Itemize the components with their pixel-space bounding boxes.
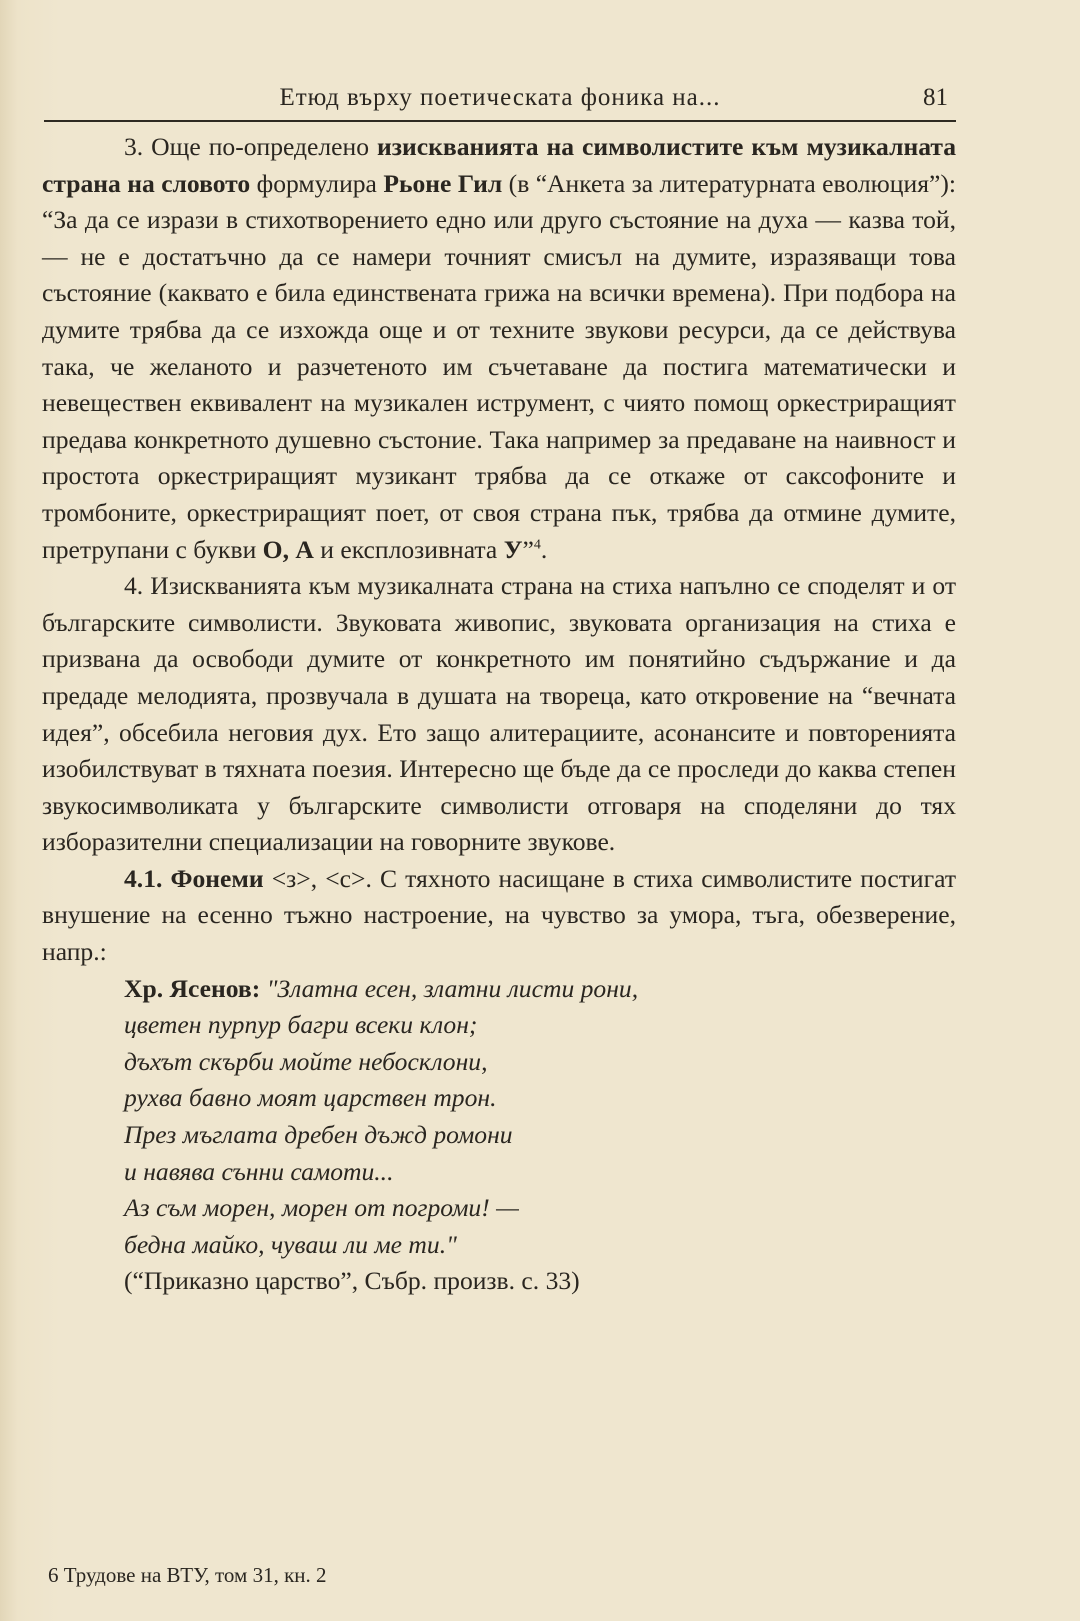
verse-author: Хр. Ясенов: xyxy=(124,973,267,1003)
section-heading-4-1: 4.1. Фонеми xyxy=(124,863,264,893)
paragraph-3 xyxy=(42,129,956,568)
verse-line: цветен пурпур багри всеки клон; xyxy=(124,1010,478,1040)
verse-line: бедна майко, чуваш ли ме ти." xyxy=(124,1229,457,1259)
verse-quote xyxy=(42,971,956,1300)
verse-line xyxy=(124,971,956,1008)
verse-line-text: "Златна есен, златни листи рони, xyxy=(266,973,639,1003)
paragraph-4: 4. Изискванията към музикалната страна на стиха напълно се споделят и от българските символисти. Звуковата живопис, звуковата организация на стиха е призвана да освободи думите от конкретното им понятийно съдържание и да предаде мелодията, прозвучала в душата на твореца, като откровение на “вечната идея”, обсебила неговия дух. Ето защо алитерациите, асонансите и повторенията изобилствуват в тяхната поезия. Интересно ще бъде да се проследи до каква степен звукосимволиката у българските символисти отговаря на споделяни до тях изборазителни специализации на говорните звукове. xyxy=(42,571,956,857)
p3-bold-u: У xyxy=(503,534,523,564)
page-number: 81 xyxy=(923,84,948,111)
p3-text-2: формулира xyxy=(250,168,384,198)
verse-line: дъхът скърби мойте небосклони, xyxy=(124,1046,488,1076)
p3-text-end: . xyxy=(540,534,548,564)
p3-bold-author: Рьоне Гил xyxy=(383,168,503,198)
p3-quote-close: ” xyxy=(522,534,534,564)
p3-text-4: и експлозивната xyxy=(313,534,504,564)
verse-line: рухва бавно моят царствен трон. xyxy=(124,1083,497,1113)
page-footer: 6 Трудове на ВТУ, том 31, кн. 2 xyxy=(48,1563,327,1587)
p3-bold-1: изискванията на символистите към музикалната страна на словото xyxy=(42,132,957,198)
footnote-ref: 4 xyxy=(533,537,541,552)
p3-text-3: (в “Анкета за литературната еволюция”): “За да се изрази в стихотворението едно или друго състояние на духа — казва той, — не е достатъчно да се намери точният смисъл на думите, изразяващи това състояние (каквато е била единствената грижа на всички времена). При подбора на думите трябва да се изхожда още и от техните звукови ресурси, да се действува така, че желаното и разчетеното им съчетаване да постига математически и невеществен еквивалент на музикален иструмент, с чиято помощ оркестриращият предава конкретното душевно състоние. Така например за предаване на наивност и простота оркестриращият музикант трябва да се откаже от саксофоните и тромбоните, оркестриращият поет, от своя страна пък, трябва да отмине думите, претрупани с букви xyxy=(42,168,956,564)
p3-text-1: 3. Още по-определено xyxy=(124,132,378,161)
p3-bold-letters: О, А xyxy=(262,534,314,564)
body-text xyxy=(42,129,956,1300)
paragraph-4-1 xyxy=(42,861,956,971)
running-title: Етюд върху поетическата фоника на... xyxy=(279,84,721,111)
verse-source: (“Приказно царство”, Събр. произв. с. 33) xyxy=(124,1266,580,1296)
running-head xyxy=(44,78,956,122)
p41-text: <з>, <с>. С тяхното насищане в стиха символистите постигат внушение на есенно тъжно настроение, на чувство за умора, тъга, обезверение, напр.: xyxy=(42,863,957,967)
verse-line: Аз съм морен, морен от погроми! — xyxy=(124,1193,519,1223)
verse-line: и навява сънни самоти... xyxy=(124,1156,394,1186)
verse-line: През мъглата дребен дъжд ромони xyxy=(124,1120,513,1150)
